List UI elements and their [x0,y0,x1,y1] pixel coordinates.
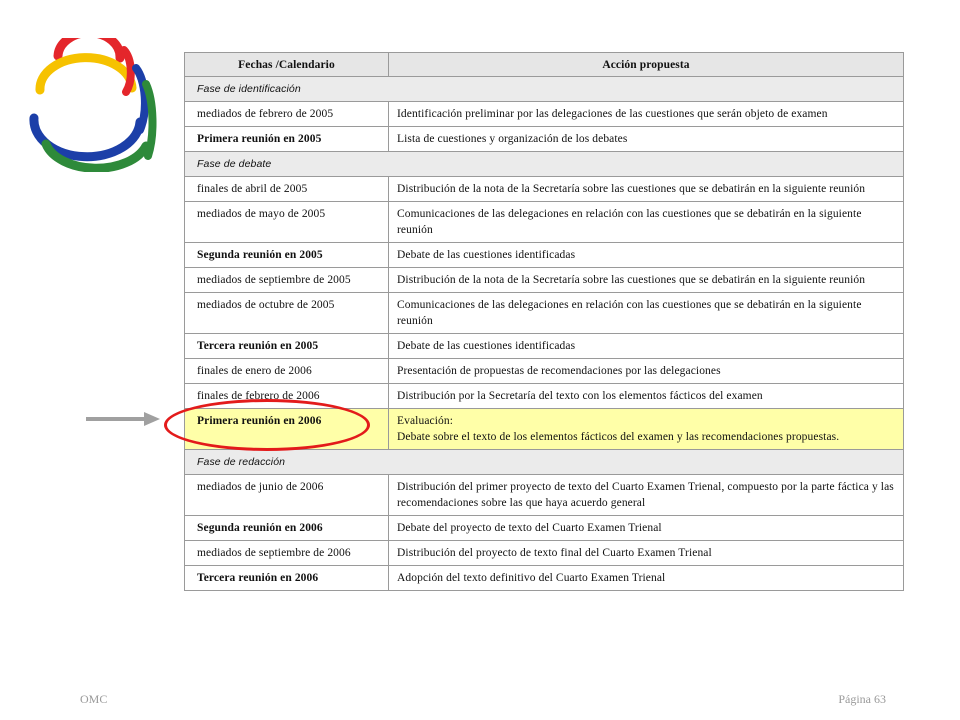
action-cell: Lista de cuestiones y organización de los debates [389,127,904,152]
action-cell: Comunicaciones de las delegaciones en relación con las cuestiones que se debatirán en la siguiente reunión [389,293,904,334]
meeting-row [185,566,904,591]
footer-org: OMC [80,692,108,706]
phase-row [185,77,904,102]
date-cell: finales de febrero de 2006 [185,384,389,409]
action-cell: Comunicaciones de las delegaciones en relación con las cuestiones que se debatirán en la siguiente reunión [389,202,904,243]
phase-row [185,152,904,177]
table-row [185,475,904,516]
date-cell: mediados de octubre de 2005 [185,293,389,334]
date-cell: Primera reunión en 2005 [185,127,389,152]
meeting-row [185,127,904,152]
action-cell: Identificación preliminar por las delegaciones de las cuestiones que serán objeto de examen [389,102,904,127]
table-row [185,177,904,202]
date-cell: Segunda reunión en 2005 [185,243,389,268]
footer-page-number: Página 63 [838,692,886,706]
meeting-row [185,516,904,541]
phase-label: Fase de identificación [185,77,904,102]
date-cell: finales de abril de 2005 [185,177,389,202]
action-cell: Debate de las cuestiones identificadas [389,243,904,268]
phase-row [185,450,904,475]
highlight-circle [164,399,370,451]
schedule-table [184,52,904,591]
date-cell: mediados de mayo de 2005 [185,202,389,243]
action-line: Evaluación: [397,415,454,427]
action-cell: Distribución de la nota de la Secretaría sobre las cuestiones que se debatirán en la siguiente reunión [389,177,904,202]
date-cell: Tercera reunión en 2005 [185,334,389,359]
date-cell: mediados de septiembre de 2006 [185,541,389,566]
table-row [185,102,904,127]
date-cell: mediados de septiembre de 2005 [185,268,389,293]
action-line: Debate sobre el texto de los elementos fácticos del examen y las recomendaciones propuestas. [397,431,840,443]
action-cell: Adopción del texto definitivo del Cuarto Examen Trienal [389,566,904,591]
meeting-row [185,243,904,268]
date-cell: mediados de febrero de 2005 [185,102,389,127]
table-row [185,268,904,293]
meeting-row [185,334,904,359]
table-row [185,202,904,243]
table-row [185,359,904,384]
date-cell: Primera reunión en 2006 [185,409,389,450]
date-cell: finales de enero de 2006 [185,359,389,384]
date-cell: mediados de junio de 2006 [185,475,389,516]
date-cell: Tercera reunión en 2006 [185,566,389,591]
phase-label: Fase de debate [185,152,904,177]
action-cell: Distribución del primer proyecto de texto del Cuarto Examen Trienal, compuesto por la parte fáctica y las recomendaciones sobre las que haya acuerdo general [389,475,904,516]
table-row [185,541,904,566]
action-cell: Presentación de propuestas de recomendaciones por las delegaciones [389,359,904,384]
action-cell: Distribución por la Secretaría del texto con los elementos fácticos del examen [389,384,904,409]
table-row [185,293,904,334]
action-cell: Debate de las cuestiones identificadas [389,334,904,359]
date-cell: Segunda reunión en 2006 [185,516,389,541]
phase-label: Fase de redacción [185,450,904,475]
header-action: Acción propuesta [389,53,904,77]
header-date: Fechas /Calendario [185,53,389,77]
action-cell [389,409,904,450]
action-cell: Debate del proyecto de texto del Cuarto Examen Trienal [389,516,904,541]
wto-logo-icon [28,38,158,172]
pointer-arrow-icon [86,410,160,428]
action-cell: Distribución de la nota de la Secretaría sobre las cuestiones que se debatirán en la siguiente reunión [389,268,904,293]
action-cell: Distribución del proyecto de texto final del Cuarto Examen Trienal [389,541,904,566]
table-header-row [185,53,904,77]
